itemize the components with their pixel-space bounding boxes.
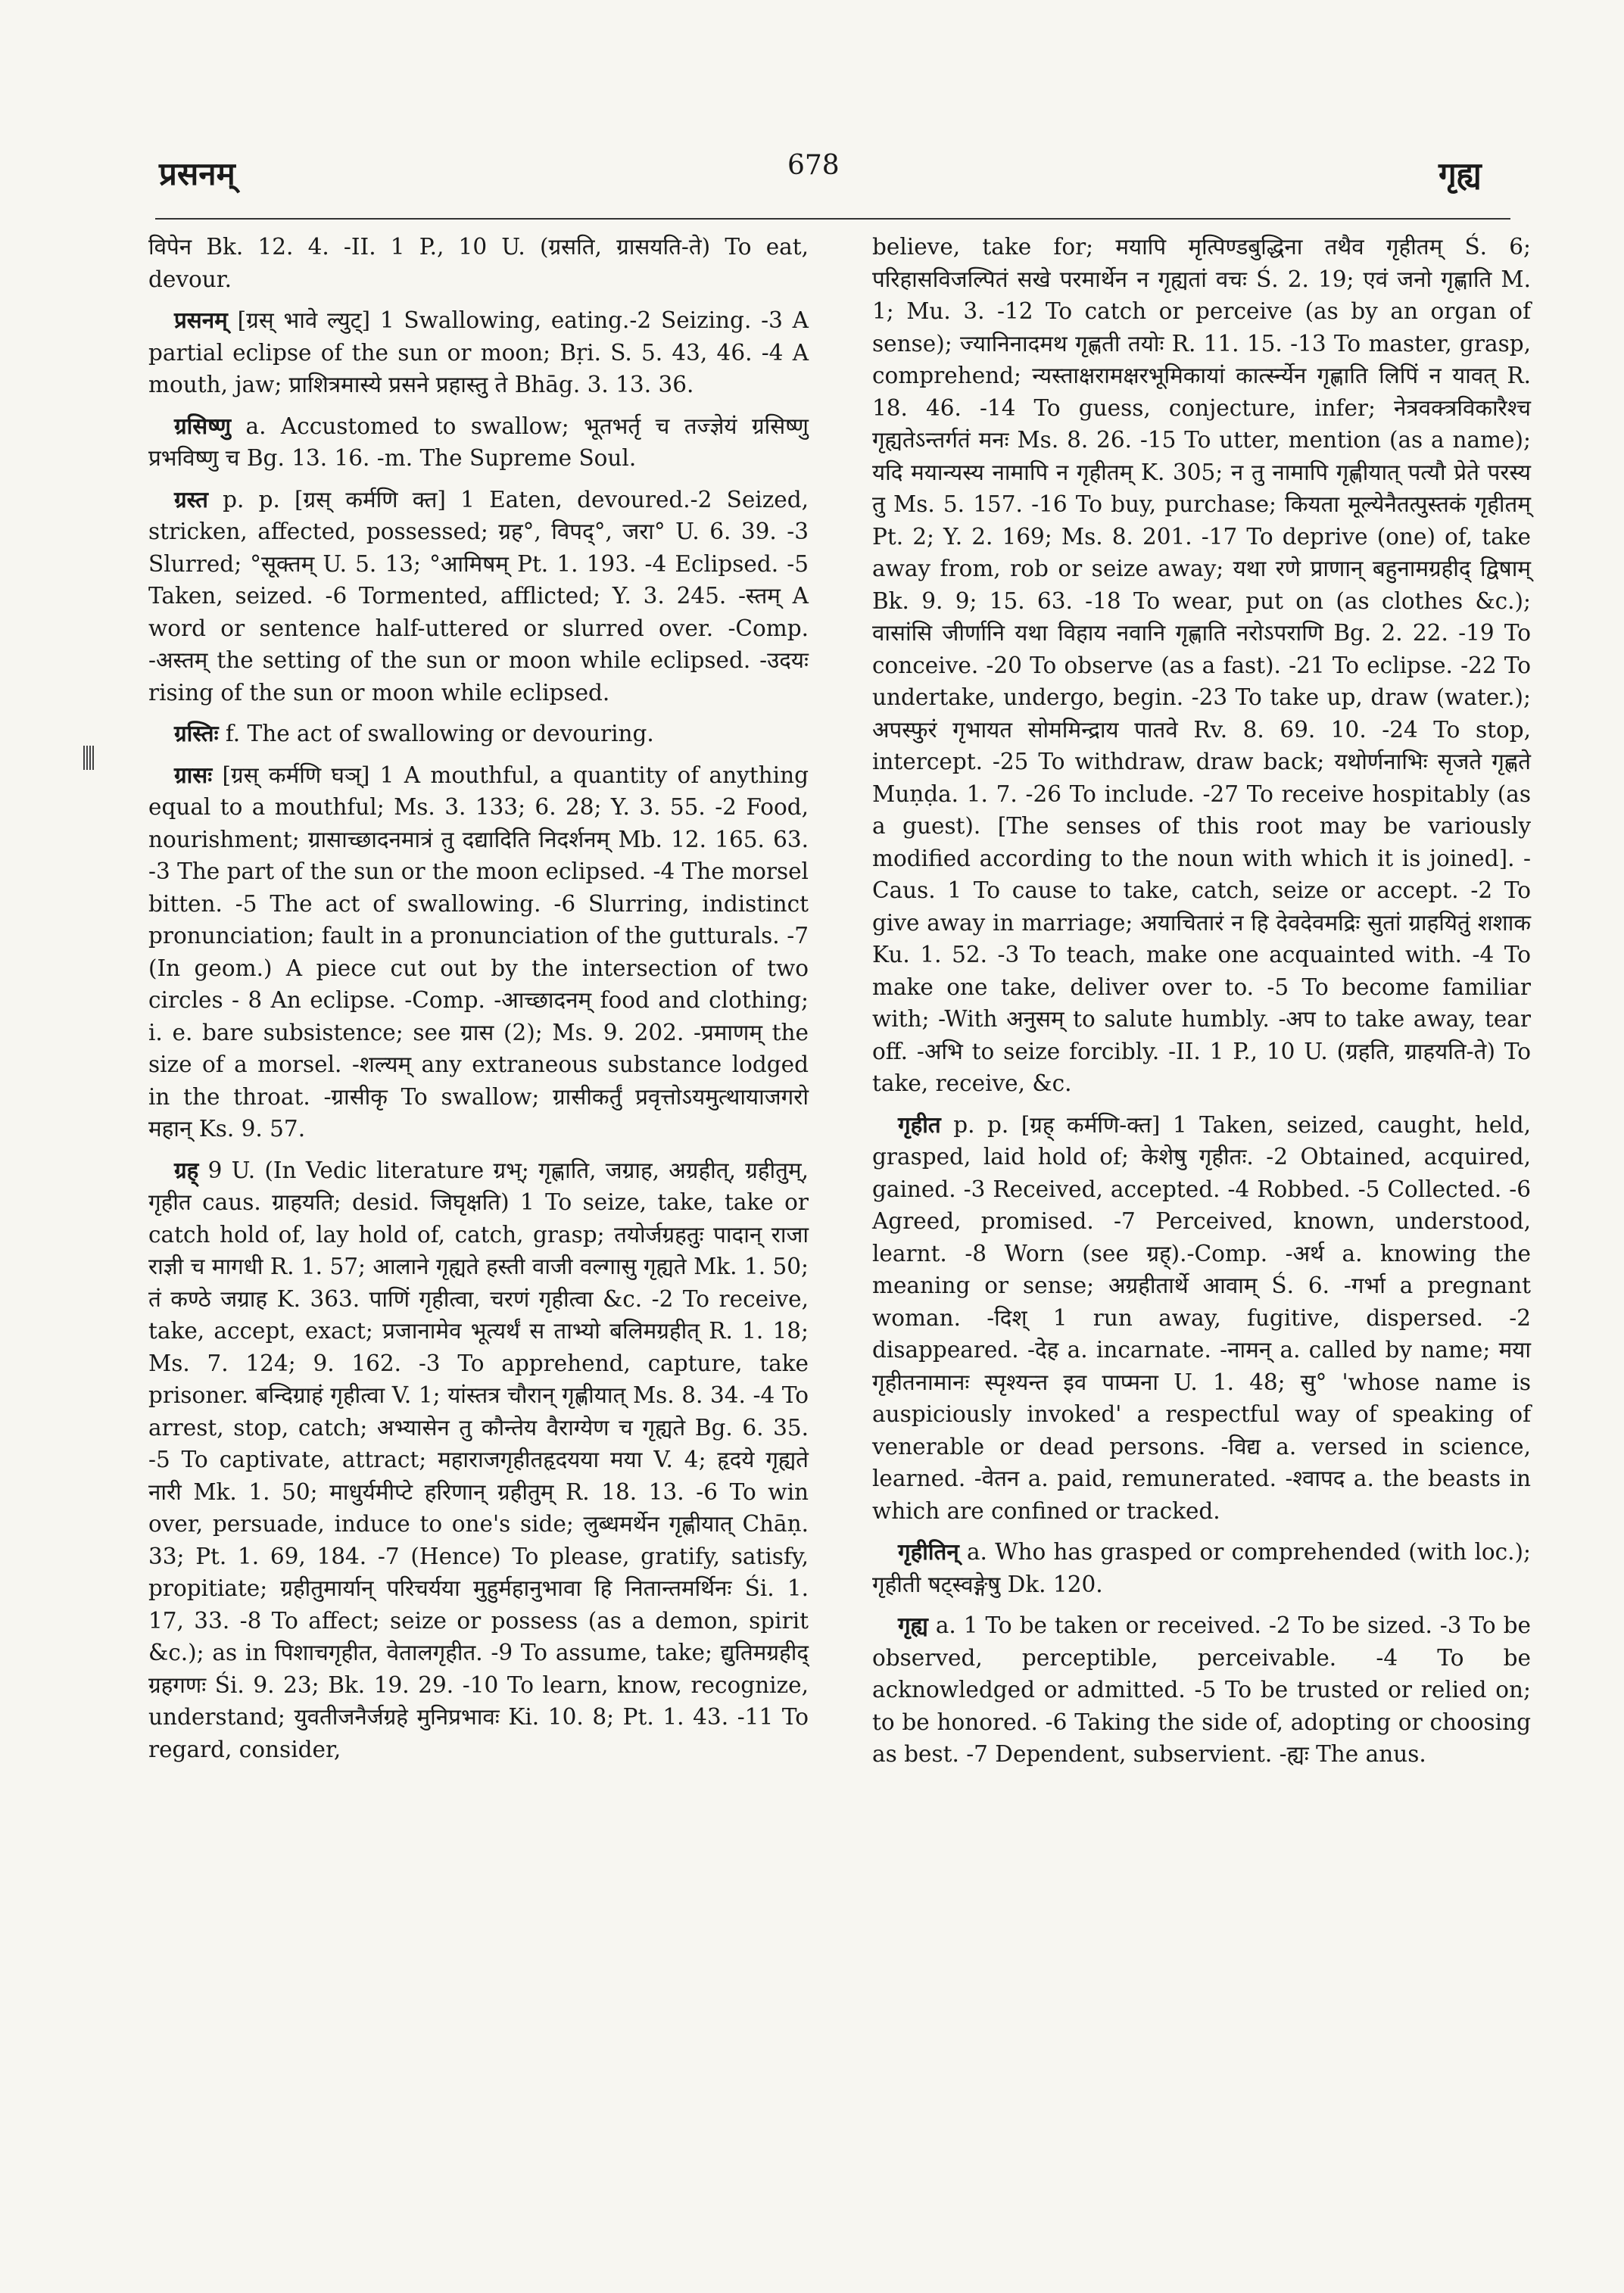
entry-headword: गृहीतिन्	[898, 1538, 959, 1565]
entry-text: p. p. [ग्रह् कर्मणि-क्त] 1 Taken, seized, caught, held, grasped, laid hold of; केशेषु गृहीतः. -2 Obtained, acquired, gained. -3 Received, accepted. -4 Robbed. -5 Collected. -6 Agreed, promised. -7 Perceived, known, understood, learnt. -8 Worn (see ग्रह्).-Comp. -अर्थ a. knowing the meaning or sense; अग्रहीतार्थे आवाम् Ś. 6. -गर्भा a pregnant woman. -दिश् 1 run away, fugitive, dispersed. -2 disappeared. -देह a. incarnate. -नामन् a. called by name; मया गृहीतनामानः स्पृश्यन्त इव पाप्मना U. 1. 48; सु° 'whose name is auspiciously invoked' a respectful way of speaking of venerable or dead persons. -विद्य a. versed in science, learned. -वेतन a. paid, remunerated. -श्वापद a. the beasts in which are confined or tracked.	[872, 1111, 1531, 1524]
entry-text: a. Accustomed to swallow; भूतभर्तृ च तज्ज्ञेयं ग्रसिष्णु प्रभविष्णु च Bg. 13. 16. -m. The Supreme Soul.	[148, 413, 809, 471]
entry-headword: प्रसनम्	[174, 307, 228, 333]
dictionary-entry	[148, 1154, 809, 1766]
entry-text: a. 1 To be taken or received. -2 To be sized. -3 To be observed, perceptible, perceivable. -4 To be acknowledged or admitted. -5 To be trusted or relied on; to be honored. -6 Taking the side of, adopting or choosing as best. -7 Dependent, subservient. -ह्यः The anus.	[872, 1612, 1531, 1767]
margin-mark	[83, 746, 95, 770]
right-running-headword: गृह्य	[1439, 155, 1482, 192]
right-column	[872, 231, 1531, 1780]
entry-text: f. The act of swallowing or devouring.	[225, 721, 654, 746]
header-rule	[155, 218, 1510, 220]
entry-text: [ग्रस् भावे ल्युट्] 1 Swallowing, eating.-2 Seizing. -3 A partial eclipse of the sun or moon; Bṛi. S. 5. 43, 46. -4 A mouth, jaw; प्राशित्रमास्ये प्रसने प्रहास्तु ते Bhāg. 3. 13. 36.	[148, 307, 809, 397]
entry-text: विपेन Bk. 12. 4. -II. 1 P., 10 U. (ग्रसति, ग्रासयति-ते) To eat, devour.	[148, 234, 809, 292]
dictionary-entry	[148, 304, 809, 401]
entry-headword: ग्रह्	[174, 1156, 199, 1183]
dictionary-entry	[148, 410, 809, 475]
dictionary-entry	[148, 231, 809, 295]
entry-text: a. Who has grasped or comprehended (with loc.); गृहीती षट्स्वङ्गेषु Dk. 120.	[872, 1539, 1531, 1597]
entry-text: [ग्रस् कर्मणि घञ्] 1 A mouthful, a quantity of anything equal to a mouthful; Ms. 3. 133; 6. 28; Y. 3. 55. -2 Food, nourishment; ग्रासाच्छादनमात्रं तु दद्यादिति निदर्शनम् Mb. 12. 165. 63. -3 The part of the sun or the moon eclipsed. -4 The morsel bitten. -5 The act of swallowing. -6 Slurring, indistinct pronunciation; fault in a pronunciation of the gutturals. -7 (In geom.) A piece cut out by the intersection of two circles - 8 An eclipse. -Comp. -आच्छादनम् food and clothing; i. e. bare subsistence; see ग्रास (2); Ms. 9. 202. -प्रमाणम् the size of a morsel. -शल्यम् any extraneous substance lodged in the throat. -ग्रासीकृ To swallow; ग्रासीकर्तुं प्रवृत्तोऽयमुत्थायाजगरो महान् Ks. 9. 57.	[148, 762, 809, 1142]
dictionary-entry	[872, 1109, 1531, 1528]
entry-headword: ग्रसिष्णु	[174, 412, 232, 439]
entry-headword: ग्रस्त	[174, 485, 208, 512]
entry-text: 9 U. (In Vedic literature ग्रभ्; गृह्णाति, जग्राह, अग्रहीत्, ग्रहीतुम्, गृहीत caus. ग्राहयति; desid. जिघृक्षति) 1 To seize, take, take or catch hold of, lay hold of, catch, grasp; तयोर्जग्रहतुः पादान् राजा राज्ञी च मागधी R. 1. 57; आलाने गृह्यते हस्ती वाजी वल्गासु गृह्यते Mk. 1. 50; तं कण्ठे जग्राह K. 363. पाणिं गृहीत्वा, चरणं गृहीत्वा &c. -2 To receive, take, accept, exact; प्रजानामेव भूत्यर्थं स ताभ्यो बलिमग्रहीत् R. 1. 18; Ms. 7. 124; 9. 162. -3 To apprehend, capture, take prisoner. बन्दिग्राहं गृहीत्वा V. 1; यांस्तत्र चौरान् गृह्णीयात् Ms. 8. 34. -4 To arrest, stop, catch; अभ्यासेन तु कौन्तेय वैराग्येण च गृह्यते Bg. 6. 35. -5 To captivate, attract; महाराजगृहीतहृदयया मया V. 4; हृदये गृह्यते नारी Mk. 1. 50; माधुर्यमीप्टे हरिणान् ग्रहीतुम् R. 18. 13. -6 To win over, persuade, induce to one's side; लुब्धमर्थेन गृह्णीयात् Chāṇ. 33; Pt. 1. 69, 184. -7 (Hence) To please, gratify, satisfy, propitiate; ग्रहीतुमार्यान् परिचर्यया मुहुर्महानुभावा हि नितान्तमर्थिनः Śi. 1. 17, 33. -8 To affect; seize or possess (as a demon, spirit &c.); as in पिशाचगृहीत, वेतालगृहीत. -9 To assume, take; द्युतिमग्रहीद् ग्रहगणः Śi. 9. 23; Bk. 19. 29. -10 To learn, know, recognize, understand; युवतीजनैर्जग्रहे मुनिप्रभावः Ki. 10. 8; Pt. 1. 43. -11 To regard, consider,	[148, 1157, 809, 1762]
dictionary-entry	[148, 484, 809, 709]
dictionary-entry	[872, 231, 1531, 1100]
dictionary-entry	[872, 1609, 1531, 1771]
entry-text: p. p. [ग्रस् कर्मणि क्त] 1 Eaten, devoured.-2 Seized, stricken, affected, possessed; ग्रह°, विपद्°, जरा° U. 6. 39. -3 Slurred; °सूक्तम् U. 5. 13; °आमिषम् Pt. 1. 193. -4 Eclipsed. -5 Taken, seized. -6 Tormented, afflicted; Y. 3. 245. -स्तम् A word or sentence half-uttered or slurred over. -Comp. -अस्तम् the setting of the sun or moon while eclipsed. -उदयः rising of the sun or moon while eclipsed.	[148, 486, 809, 706]
left-running-headword: प्रसनम्	[159, 155, 235, 192]
page-header	[0, 0, 1624, 227]
page-number: 678	[787, 150, 840, 181]
entry-headword: ग्रासः	[174, 761, 213, 788]
dictionary-entry	[148, 759, 809, 1145]
entry-headword: ग्रस्तिः	[174, 720, 219, 746]
entry-headword: गृहीत	[898, 1111, 941, 1138]
dictionary-entry	[148, 718, 809, 750]
dictionary-entry	[872, 1536, 1531, 1600]
entry-text: believe, take for; मयापि मृत्पिण्डबुद्धिना तथैव गृहीतम् Ś. 6; परिहासविजल्पितं सखे परमार्थेन न गृह्यतां वचः Ś. 2. 19; एवं जनो गृह्णाति M. 1; Mu. 3. -12 To catch or perceive (as by an organ of sense); ज्यानिनादमथ गृह्णती तयोः R. 11. 15. -13 To master, grasp, comprehend; न्यस्ताक्षरामक्षरभूमिकायां कार्त्स्न्येन गृह्णाति लिपिं न यावत् R. 18. 46. -14 To guess, conjecture, infer; नेत्रवक्त्रविकारैश्च गृह्यतेऽन्तर्गतं मनः Ms. 8. 26. -15 To utter, mention (as a name); यदि मयान्यस्य नामापि न गृहीतम् K. 305; न तु नामापि गृह्णीयात् पत्यौ प्रेते परस्य तु Ms. 5. 157. -16 To buy, purchase; कियता मूल्येनैतत्पुस्तकं गृहीतम् Pt. 2; Y. 2. 169; Ms. 8. 201. -17 To deprive (one) of, take away from, rob or seize away; यथा रणे प्राणान् बहुनामग्रहीद् द्विषाम् Bk. 9. 9; 15. 63. -18 To wear, put on (as clothes &c.); वासांसि जीर्णानि यथा विहाय नवानि गृह्णाति नरोऽपराणि Bg. 2. 22. -19 To conceive. -20 To observe (as a fast). -21 To eclipse. -22 To undertake, undergo, begin. -23 To take up, draw (water.); अपस्फुरं गृभायत सोममिन्द्राय पातवे Rv. 8. 69. 10. -24 To stop, intercept. -25 To withdraw, draw back; यथोर्णनाभिः सृजते गृह्णते Muṇḍa. 1. 7. -26 To include. -27 To receive hospitably (as a guest). [The senses of this root may be variously modified according to the noun with which it is joined]. -Caus. 1 To cause to take, catch, seize or accept. -2 To give away in marriage; अयाचितारं न हि देवदेवमद्रिः सुतां ग्राहयितुं शशाक Ku. 1. 52. -3 To teach, make one acquainted with. -4 To make one take, deliver over to. -5 To become familiar with; -With अनुसम् to salute humbly. -अप to take away, tear off. -अभि to seize forcibly. -II. 1 P., 10 U. (ग्रहति, ग्राहयति-ते) To take, receive, &c.	[872, 234, 1531, 1096]
entry-headword: गृह्य	[898, 1612, 928, 1638]
left-column	[148, 231, 809, 1774]
